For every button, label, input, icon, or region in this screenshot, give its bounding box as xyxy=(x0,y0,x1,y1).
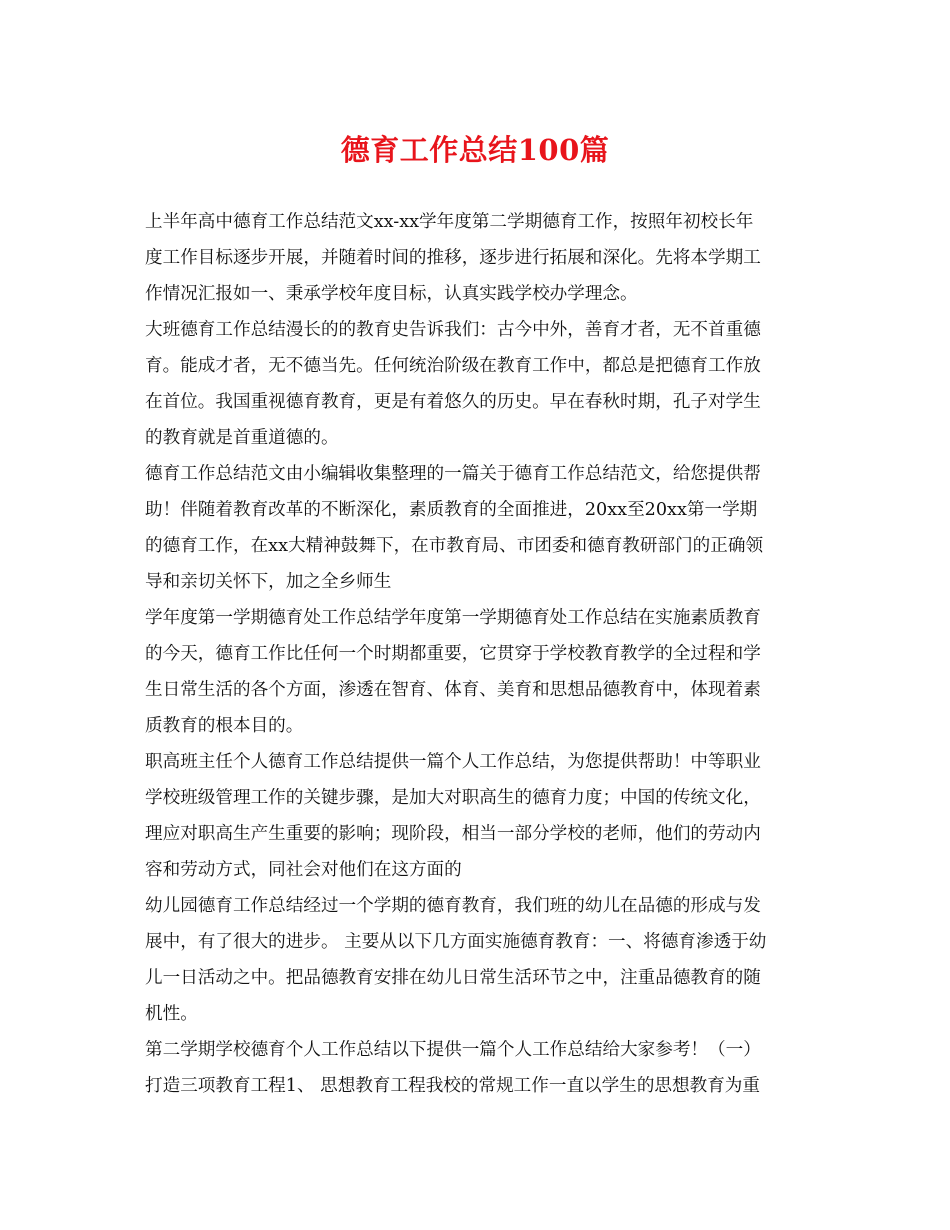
document-title: 德育工作总结100篇 xyxy=(340,133,610,167)
paragraph xyxy=(145,312,805,456)
paragraph xyxy=(145,600,805,744)
text-line: 职高班主任个人德育工作总结提供一篇个人工作总结，为您提供帮助！中等职业 xyxy=(145,752,761,772)
text-line: 学年度第一学期德育处工作总结学年度第一学期德育处工作总结在实施素质教育 xyxy=(145,608,761,628)
paragraph xyxy=(145,744,805,888)
text-line: 的教育就是首重道德的。 xyxy=(145,428,339,448)
paragraph xyxy=(145,888,805,1032)
text-line: 度工作目标逐步开展，并随着时间的推移，逐步进行拓展和深化。先将本学期工 xyxy=(145,248,761,268)
text-line: 机性。 xyxy=(145,1004,198,1024)
text-line: 展中，有了很大的进步。 主要从以下几方面实施德育教育：一、将德育渗透于幼 xyxy=(145,932,767,952)
text-line: 儿一日活动之中。把品德教育安排在幼儿日常生活环节之中，注重品德教育的随 xyxy=(145,968,761,988)
document-body xyxy=(145,204,805,1104)
text-line: 的今天，德育工作比任何一个时期都重要，它贯穿于学校教育教学的全过程和学 xyxy=(145,644,761,664)
text-line: 助！伴随着教育改革的不断深化，素质教育的全面推进，20xx至20xx第一学期 xyxy=(145,500,758,520)
text-line: 生日常生活的各个方面，渗透在智育、体育、美育和思想品德教育中，体现着素 xyxy=(145,680,761,700)
text-line: 的德育工作，在xx大精神鼓舞下，在市教育局、市团委和德育教研部门的正确领 xyxy=(145,536,764,556)
text-line: 幼儿园德育工作总结经过一个学期的德育教育，我们班的幼儿在品德的形成与发 xyxy=(145,896,761,916)
text-line: 学校班级管理工作的关键步骤，是加大对职高生的德育力度；中国的传统文化， xyxy=(145,788,761,808)
paragraph xyxy=(145,1032,805,1104)
paragraph xyxy=(145,456,805,600)
text-line: 理应对职高生产生重要的影响；现阶段，相当一部分学校的老师，他们的劳动内 xyxy=(145,824,761,844)
text-line: 大班德育工作总结漫长的的教育史告诉我们：古今中外，善育才者，无不首重德 xyxy=(145,320,761,340)
text-line: 上半年高中德育工作总结范文xx-xx学年度第二学期德育工作，按照年初校长年 xyxy=(145,212,754,232)
text-line: 第二学期学校德育个人工作总结以下提供一篇个人工作总结给大家参考！（一） xyxy=(145,1040,761,1060)
text-line: 容和劳动方式，同社会对他们在这方面的 xyxy=(145,860,462,880)
text-line: 在首位。我国重视德育教育，更是有着悠久的历史。早在春秋时期，孔子对学生 xyxy=(145,392,761,412)
text-line: 德育工作总结范文由小编辑收集整理的一篇关于德育工作总结范文，给您提供帮 xyxy=(145,464,761,484)
text-line: 作情况汇报如一、秉承学校年度目标，认真实践学校办学理念。 xyxy=(145,284,638,304)
text-line: 育。能成才者，无不德当先。任何统治阶级在教育工作中，都总是把德育工作放 xyxy=(145,356,761,376)
text-line: 导和亲切关怀下，加之全乡师生 xyxy=(145,572,392,592)
text-line: 打造三项教育工程1、 思想教育工程我校的常规工作一直以学生的思想教育为重 xyxy=(145,1076,760,1096)
text-line: 质教育的根本目的。 xyxy=(145,716,304,736)
paragraph xyxy=(145,204,805,312)
